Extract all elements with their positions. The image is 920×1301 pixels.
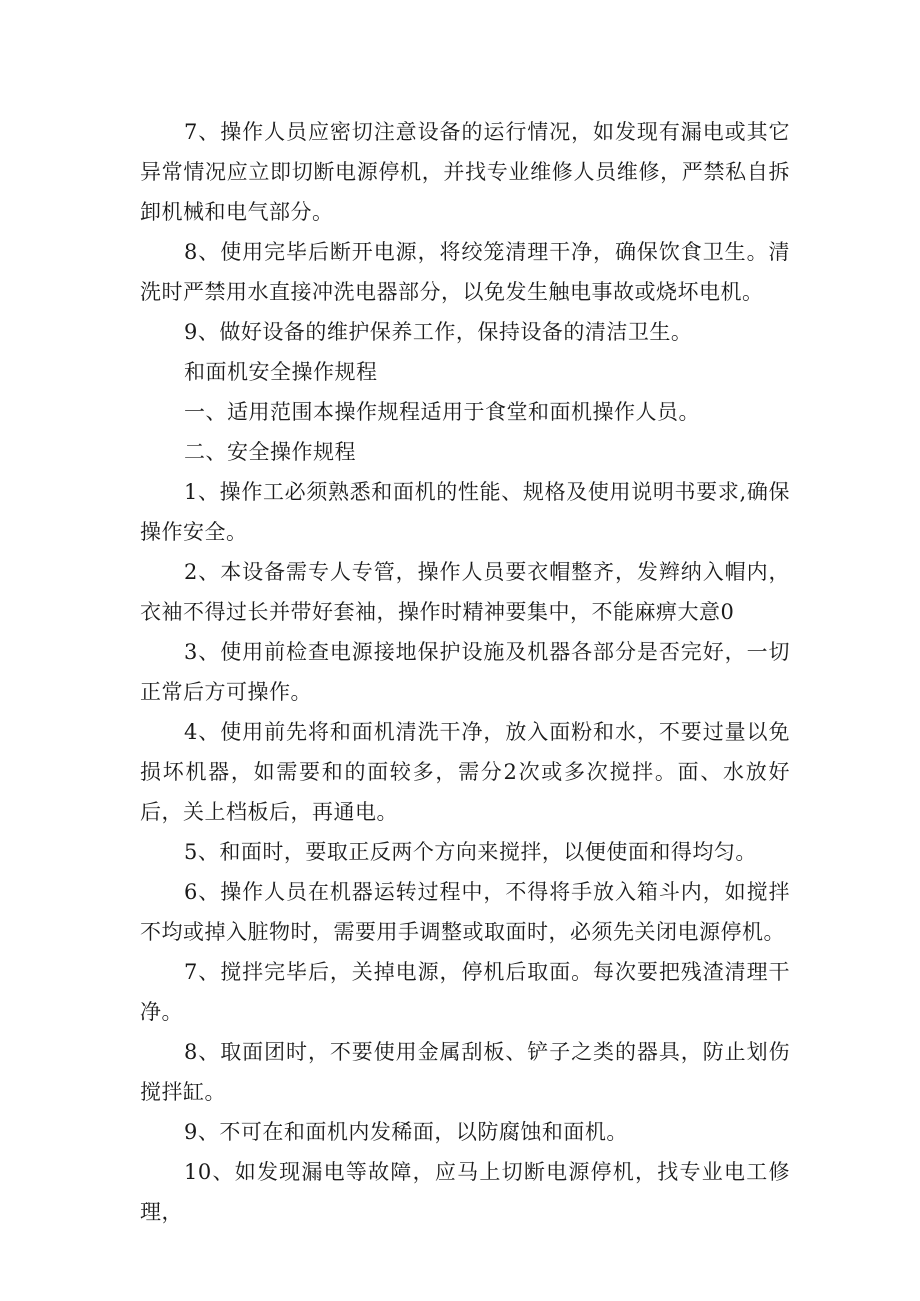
rule-item-10: 10、如发现漏电等故障，应马上切断电源停机，找专业电工修理， [140, 1160, 790, 1224]
rule-item-9: 9、不可在和面机内发稀面，以防腐蚀和面机。 [184, 1120, 628, 1144]
rule-item-6: 6、操作人员在机器运转过程中，不得将手放入箱斗内，如搅拌不均或掉入脏物时，需要用手调整或取面时，必须先关闭电源停机。 [140, 880, 790, 944]
document-page [140, 112, 790, 1232]
paragraph-item-8-cleaning: 8、使用完毕后断开电源，将绞笼清理干净，确保饮食卫生。清洗时严禁用水直接冲洗电器部分，以免发生触电事故或烧坏电机。 [140, 240, 790, 304]
rule-item-5: 5、和面时，要取正反两个方向来搅拌，以便使面和得均匀。 [184, 840, 757, 864]
section-title: 和面机安全操作规程 [184, 360, 378, 384]
rule-item-7: 7、搅拌完毕后，关掉电源，停机后取面。每次要把残渣清理干净。 [140, 960, 790, 1024]
rule-item-1: 1、操作工必须熟悉和面机的性能、规格及使用说明书要求,确保操作安全。 [140, 480, 790, 544]
paragraph-item-7-motor: 7、操作人员应密切注意设备的运行情况，如发现有漏电或其它异常情况应立即切断电源停机，并找专业维修人员维修，严禁私自拆卸机械和电气部分。 [140, 120, 790, 224]
rule-item-2: 2、本设备需专人专管，操作人员要衣帽整齐，发辫纳入帽内，衣袖不得过长并带好套袖，操作时精神要集中，不能麻痹大意0 [140, 560, 790, 624]
section-scope: 一、适用范围本操作规程适用于食堂和面机操作人员。 [184, 400, 700, 424]
paragraph-item-9-maintenance: 9、做好设备的维护保养工作，保持设备的清洁卫生。 [184, 320, 693, 344]
rule-item-8: 8、取面团时，不要使用金属刮板、铲子之类的器具，防止划伤搅拌缸。 [140, 1040, 790, 1104]
rule-item-3: 3、使用前检查电源接地保护设施及机器各部分是否完好，一切正常后方可操作。 [140, 640, 790, 704]
section-heading-rules: 二、安全操作规程 [184, 440, 356, 464]
rule-item-4: 4、使用前先将和面机清洗干净，放入面粉和水，不要过量以免损坏机器，如需要和的面较多，需分2次或多次搅拌。面、水放好后，关上档板后，再通电。 [140, 720, 790, 824]
